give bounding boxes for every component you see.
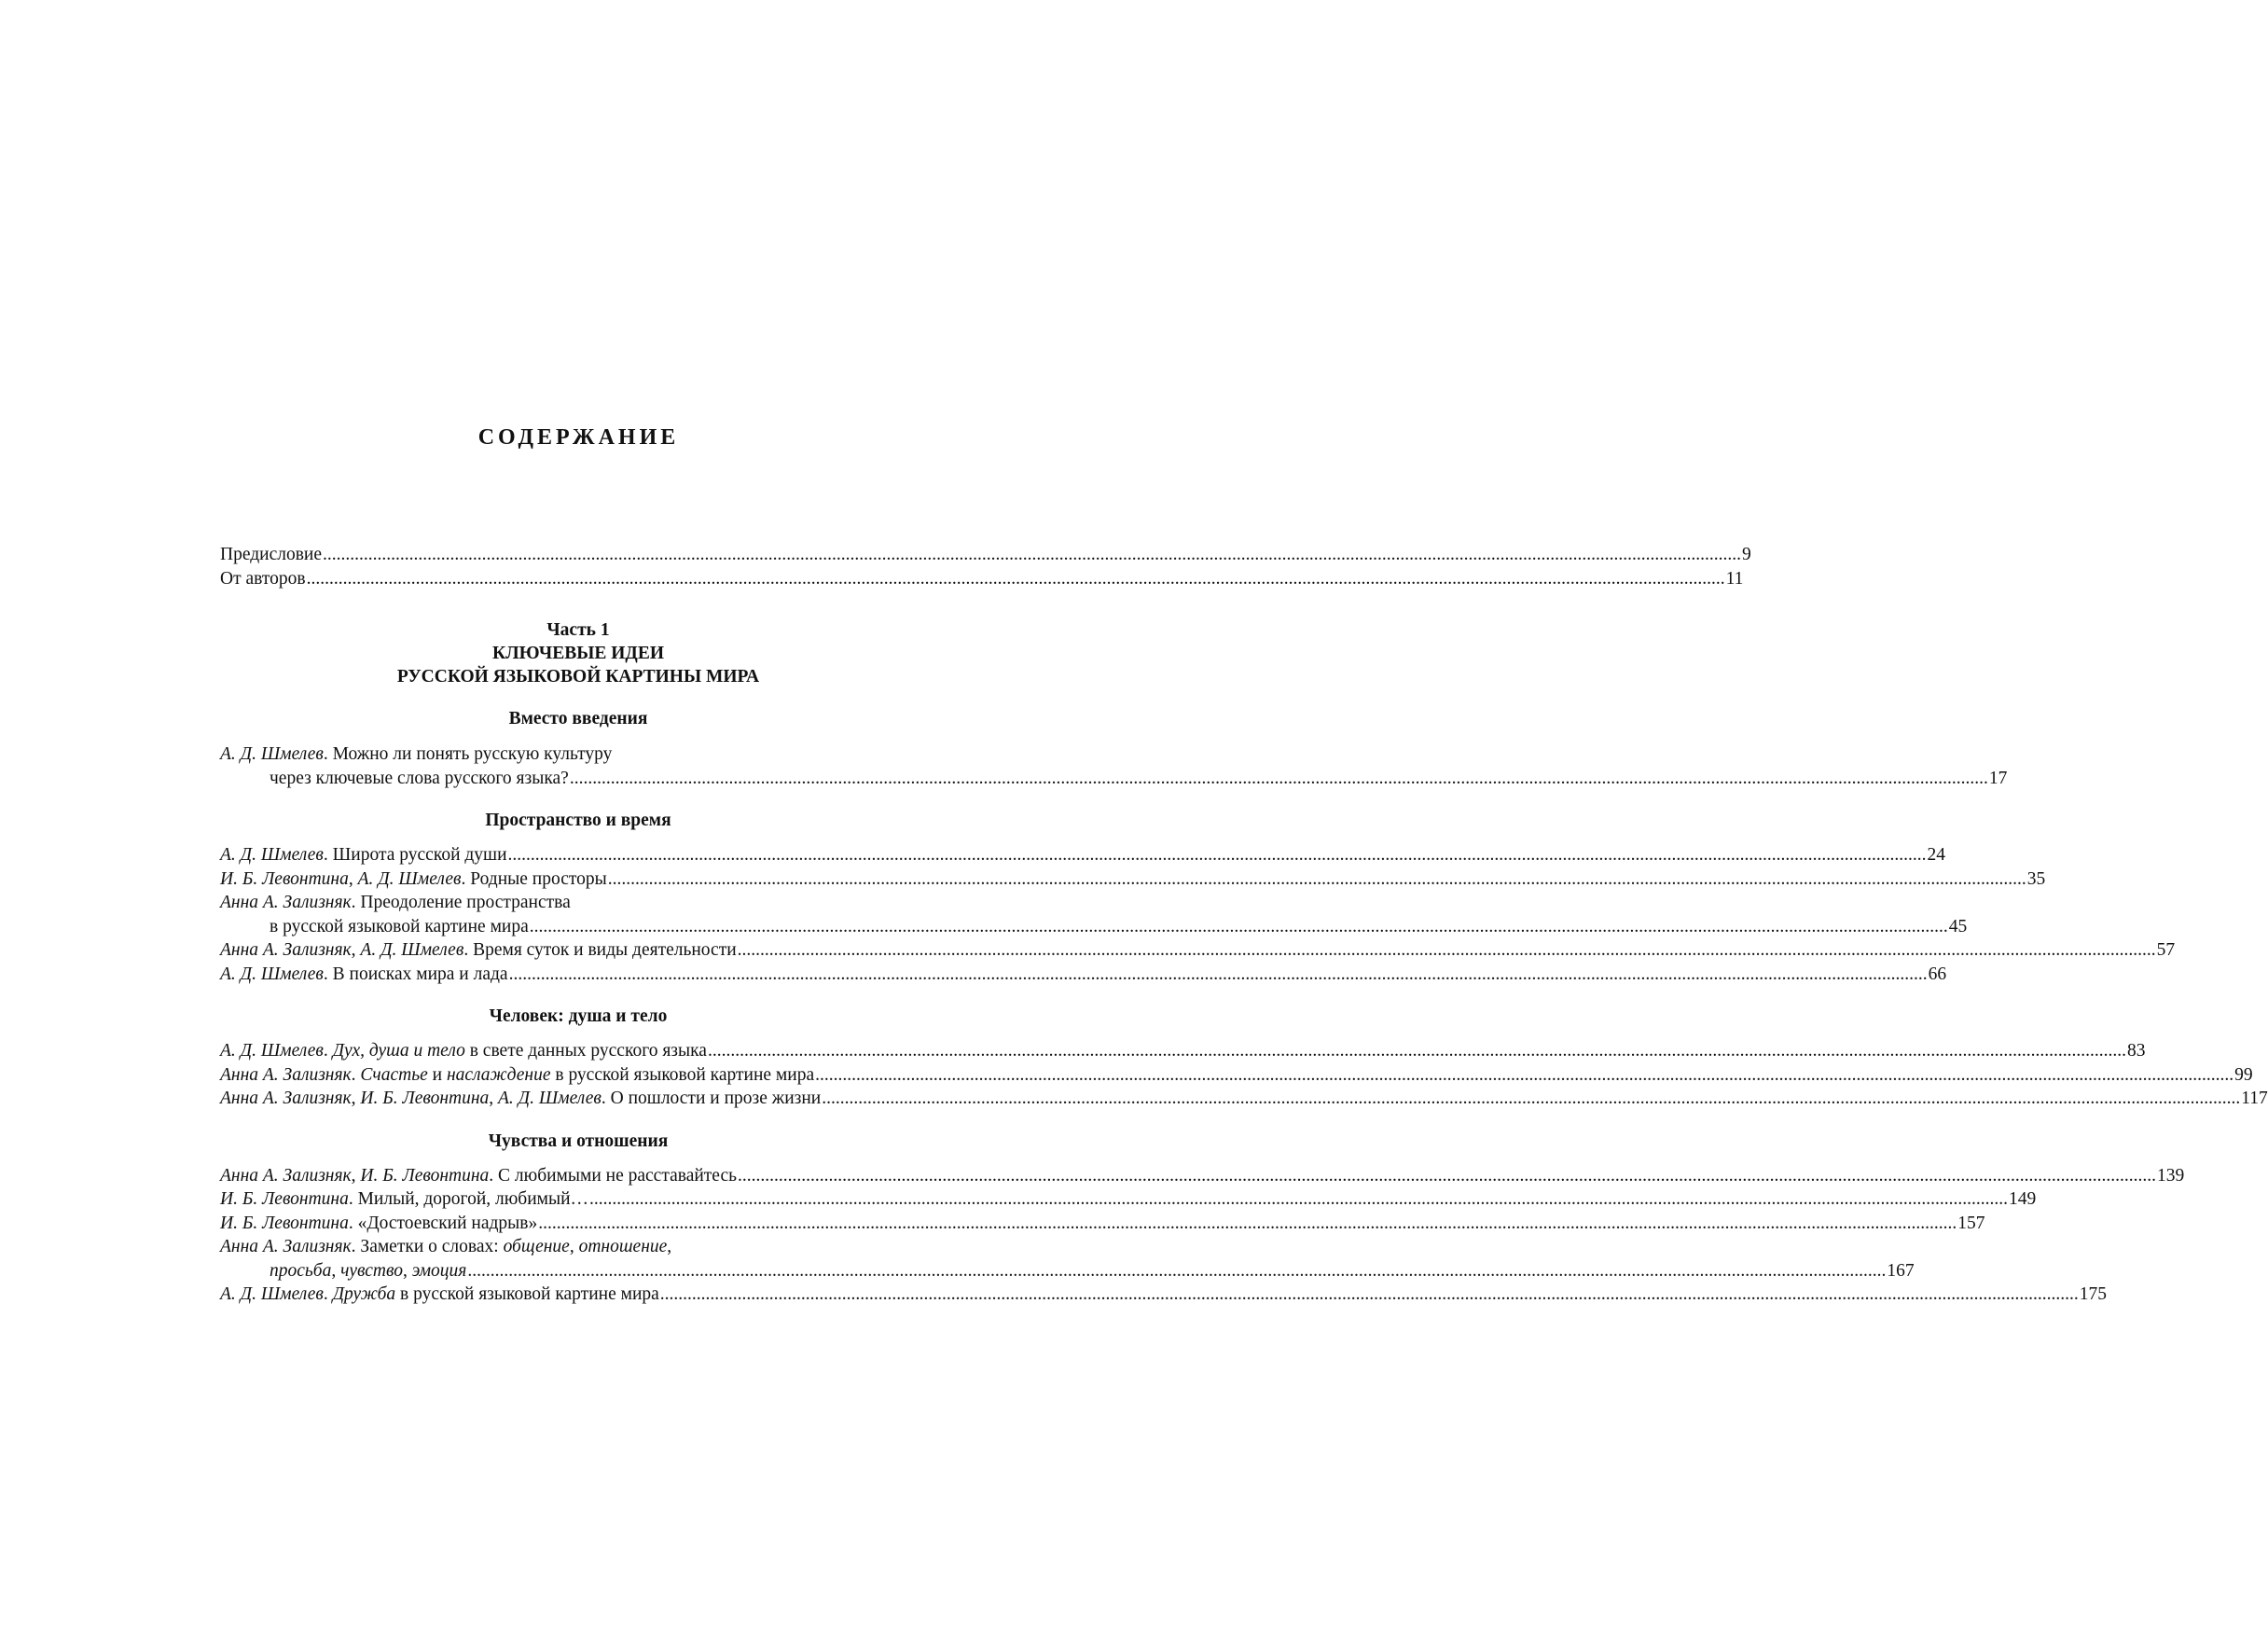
toc-entry[interactable]: А. Д. Шмелев. Дух, душа и тело в свете данных русского языка ..... 83 xyxy=(220,1039,936,1063)
entry-title: в русской языковой картине мира xyxy=(270,916,529,936)
entry-keyword: отношение xyxy=(578,1237,668,1256)
entry-keyword: просьба xyxy=(270,1260,332,1281)
entry-page: 99 xyxy=(2234,1064,2253,1085)
entry-title: Родные просторы xyxy=(470,868,607,889)
toc-entry[interactable] xyxy=(220,543,1751,567)
toc-entry[interactable]: Анна А. Зализняк, И. Б. Левонтина. С любимыми не расставайтесь ..... 139 xyxy=(220,1164,936,1188)
toc-entry[interactable]: А. Д. Шмелев. Дружба в русской языковой картине мира ..... 175 xyxy=(220,1283,936,1307)
entry-keyword: эмоция xyxy=(411,1260,467,1281)
toc-entry-continuation[interactable]: просьба, чувство, эмоция ..... 167 xyxy=(220,1259,936,1283)
entry-page: 66 xyxy=(1928,964,1947,984)
entry-title: В поисках мира и лада xyxy=(332,964,508,984)
entry-keyword: Счастье xyxy=(360,1064,428,1085)
entry-title: в русской языковой картине мира xyxy=(555,1064,815,1085)
entry-title: «Достоевский надрыв» xyxy=(357,1213,538,1233)
leader-dots xyxy=(589,1187,2008,1212)
entry-page: 149 xyxy=(2009,1189,2037,1209)
entry-author: Анна А. Зализняк xyxy=(220,893,352,912)
entry-title: Милый, дорогой, любимый… xyxy=(357,1189,589,1209)
entry-author: А. Д. Шмелев xyxy=(357,868,462,889)
leader-dots xyxy=(815,1063,2233,1088)
entry-author: Анна А. Зализняк xyxy=(220,1237,352,1256)
entry-page: 117 xyxy=(2241,1089,2268,1108)
entry-keywords: Дух, душа и тело xyxy=(332,1041,465,1061)
leader-dots xyxy=(738,1164,2156,1188)
leader-dots xyxy=(608,867,2026,892)
entry-title: О пошлости и прозе жизни xyxy=(610,1089,822,1108)
entry-author: Анна А. Зализняк xyxy=(220,940,352,960)
toc-entry[interactable]: Анна А. Зализняк, А. Д. Шмелев. Время суток и виды деятельности ..... 57 xyxy=(220,938,936,963)
leader-dots xyxy=(570,767,1988,791)
entry-author: И. Б. Левонтина xyxy=(220,1189,349,1209)
entry-author: И. Б. Левонтина xyxy=(220,1213,349,1233)
entry-title: Можно ли понять русскую культуру xyxy=(332,744,613,764)
part-label: Часть 1 xyxy=(546,620,610,640)
toc-entry[interactable]: Анна А. Зализняк. Заметки о словах: общение, отношение, xyxy=(220,1237,672,1256)
toc-entry-continuation[interactable] xyxy=(220,915,1968,939)
entry-title: в свете данных русского языка xyxy=(469,1041,707,1061)
leader-dots xyxy=(508,843,1927,867)
section-heading: Пространство и время xyxy=(485,811,671,830)
section-heading: Вместо введения xyxy=(508,709,648,728)
entry-title: Предисловие xyxy=(220,545,323,564)
entry-page: 57 xyxy=(2156,940,2176,960)
entry-author: А. Д. Шмелев xyxy=(220,964,324,984)
toc-entry[interactable]: Анна А. Зализняк, И. Б. Левонтина, А. Д. Шмелев. О пошлости и прозе жизни ..... 117 xyxy=(220,1087,936,1111)
toc-entry[interactable]: А. Д. Шмелев. Широта русской души ..... 24 xyxy=(220,843,936,867)
entry-keyword: Дружба xyxy=(332,1284,396,1304)
entry-page: 157 xyxy=(1957,1213,1985,1233)
entry-author: Анна А. Зализняк xyxy=(220,1064,352,1085)
entry-title: Преодоление пространства xyxy=(360,893,571,912)
part-title-line1: КЛЮЧЕВЫЕ ИДЕИ xyxy=(492,644,664,663)
entry-page: 9 xyxy=(1742,545,1751,564)
part-title-line2: РУССКОЙ ЯЗЫКОВОЙ КАРТИНЫ МИРА xyxy=(396,667,760,687)
section-heading: Человек: душа и тело xyxy=(489,1006,668,1026)
entry-author: А. Д. Шмелев xyxy=(360,940,464,960)
entry-page: 17 xyxy=(1988,768,2008,788)
toc-entry[interactable] xyxy=(220,567,1744,591)
entry-author: А. Д. Шмелев xyxy=(220,744,324,764)
entry-page: 167 xyxy=(1887,1260,1915,1281)
entry-author: Анна А. Зализняк xyxy=(220,1165,352,1186)
leader-dots xyxy=(530,915,1948,939)
toc-entry[interactable]: И. Б. Левонтина. «Достоевский надрыв» ..... 157 xyxy=(220,1212,936,1236)
leader-dots xyxy=(467,1259,1886,1283)
section-heading: Чувства и отношения xyxy=(488,1131,669,1151)
entry-title: Заметки о словах: xyxy=(360,1237,499,1256)
entry-page: 11 xyxy=(1725,568,1744,589)
leader-dots xyxy=(509,963,1928,987)
entry-author: Анна А. Зализняк xyxy=(220,1089,352,1108)
entry-page: 35 xyxy=(2026,868,2046,889)
leader-dots xyxy=(538,1212,1957,1236)
leader-dots xyxy=(307,567,1725,591)
entry-title: Время суток и виды деятельности xyxy=(473,940,737,960)
entry-page: 139 xyxy=(2157,1165,2185,1186)
page-title: СОДЕРЖАНИЕ xyxy=(477,425,680,450)
toc-entry[interactable]: Анна А. Зализняк. Преодоление пространства xyxy=(220,893,571,912)
toc-entry[interactable]: А. Д. Шмелев. Можно ли понять русскую культуру xyxy=(220,744,613,764)
entry-title: Широта русской души xyxy=(332,845,507,865)
entry-keyword: наслаждение xyxy=(446,1064,551,1085)
entry-page: 45 xyxy=(1948,916,1968,936)
entry-author: И. Б. Левонтина xyxy=(360,1165,490,1186)
entry-conjunction: и xyxy=(432,1064,443,1085)
leader-dots xyxy=(323,543,1741,567)
toc-entry[interactable]: А. Д. Шмелев. В поисках мира и лада ..... 66 xyxy=(220,963,936,987)
leader-dots xyxy=(660,1283,2079,1307)
entry-author: И. Б. Левонтина xyxy=(360,1089,490,1108)
toc-entry-continuation[interactable] xyxy=(220,767,2008,791)
table-of-contents xyxy=(220,543,2268,1307)
entry-page: 175 xyxy=(2079,1284,2108,1304)
leader-dots xyxy=(708,1039,2126,1063)
entry-author: А. Д. Шмелев xyxy=(498,1089,602,1108)
entry-author: И. Б. Левонтина xyxy=(220,868,349,889)
entry-keyword: чувство xyxy=(340,1260,403,1281)
entry-page: 83 xyxy=(2126,1041,2146,1061)
entry-title: От авторов xyxy=(220,568,306,589)
entry-author: А. Д. Шмелев xyxy=(220,1284,324,1304)
toc-entry[interactable]: И. Б. Левонтина. Милый, дорогой, любимый… ..... 149 xyxy=(220,1187,936,1212)
leader-dots xyxy=(738,938,2156,963)
toc-entry[interactable]: Анна А. Зализняк. Счастье и наслаждение в русской языковой картине мира ..... 99 xyxy=(220,1063,936,1088)
entry-title: С любимыми не расставайтесь xyxy=(498,1165,737,1186)
entry-author: А. Д. Шмелев xyxy=(220,1041,324,1061)
entry-author: А. Д. Шмелев xyxy=(220,845,324,865)
entry-keyword: общение xyxy=(503,1237,570,1256)
entry-page: 24 xyxy=(1927,845,1945,865)
entry-title: через ключевые слова русского языка? xyxy=(270,768,569,788)
toc-entry[interactable]: И. Б. Левонтина, А. Д. Шмелев. Родные просторы ..... 35 xyxy=(220,867,936,892)
leader-dots xyxy=(822,1087,2240,1111)
entry-title: в русской языковой картине мира xyxy=(400,1284,659,1304)
